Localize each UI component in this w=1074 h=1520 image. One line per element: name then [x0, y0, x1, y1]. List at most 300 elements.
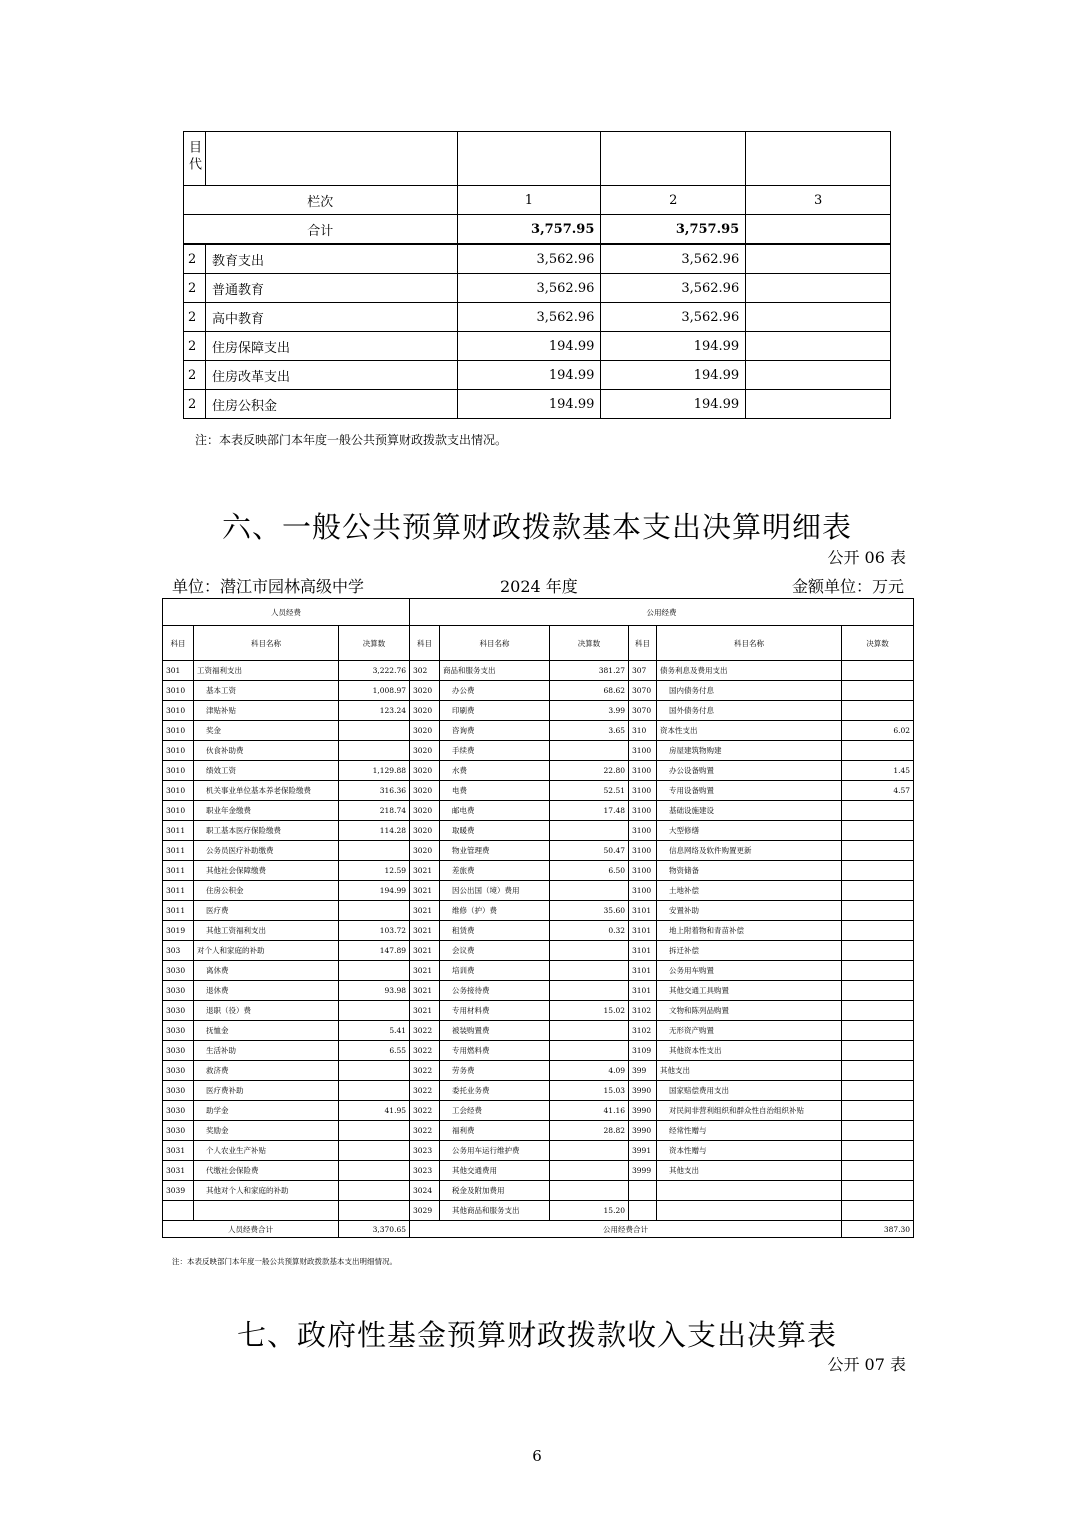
cell-amount: [339, 1161, 410, 1181]
cell-code: 3109: [629, 1041, 657, 1061]
cell-code: 3102: [629, 1021, 657, 1041]
cell-amount: [842, 921, 914, 941]
cell-code: 3100: [629, 861, 657, 881]
table-row: [184, 274, 891, 303]
cell-code: 3022: [410, 1041, 440, 1061]
cell-code: 3031: [163, 1161, 194, 1181]
cell-code: 3102: [629, 1001, 657, 1021]
cell-name: 专用材料费: [440, 1001, 550, 1021]
cell-amount: [842, 981, 914, 1001]
cell-code: 3021: [410, 881, 440, 901]
cell-c2: 3,562.96: [601, 303, 746, 332]
cell-name: 水费: [440, 761, 550, 781]
cell-name: 办公设备购置: [657, 761, 842, 781]
table-row: [163, 1061, 914, 1081]
cell-c2: 194.99: [601, 390, 746, 419]
table-row: [163, 1001, 914, 1021]
cell-amount: [842, 1141, 914, 1161]
cell-code: 3101: [629, 961, 657, 981]
cell-amount: 114.28: [339, 821, 410, 841]
cell-name: 伙食补助费: [194, 741, 339, 761]
cell-c1: 3,562.96: [457, 303, 601, 332]
cell-amount: 3.99: [550, 701, 629, 721]
cell-name: [657, 1181, 842, 1201]
cell-code: 3010: [163, 741, 194, 761]
cell-code: 3039: [163, 1181, 194, 1201]
personnel-total-label: 人员经费合计: [163, 1221, 339, 1238]
cell-name: 物业管理费: [440, 841, 550, 861]
table-row: [184, 332, 891, 361]
cell-code: 3021: [410, 861, 440, 881]
table-6-note: 注：本表反映部门本年度一般公共预算财政拨款基本支出明细情况。: [172, 1257, 397, 1266]
cell-name: 对民间非营利组织和群众性自治组织补贴: [657, 1101, 842, 1121]
cell-name: 培训费: [440, 961, 550, 981]
cell-amount: 3.65: [550, 721, 629, 741]
cell-code: 3010: [163, 701, 194, 721]
cell-name: 取暖费: [440, 821, 550, 841]
cell-code: 3021: [410, 941, 440, 961]
cell-amount: 4.09: [550, 1061, 629, 1081]
cell-name: 对个人和家庭的补助: [194, 941, 339, 961]
cell-name: 职工基本医疗保险缴费: [194, 821, 339, 841]
cell-amount: [339, 901, 410, 921]
cell-code: 399: [629, 1061, 657, 1081]
cell-code: 3990: [629, 1121, 657, 1141]
cell-name: 因公出国（境）费用: [440, 881, 550, 901]
table-row: [163, 1181, 914, 1201]
cell-code: 2: [184, 332, 206, 361]
cell-name: 绩效工资: [194, 761, 339, 781]
cell-amount: [550, 1141, 629, 1161]
cell-amount: 381.27: [550, 661, 629, 681]
cell-amount: 41.95: [339, 1101, 410, 1121]
cell-name: 住房公积金: [194, 881, 339, 901]
cell-name: 住房保障支出: [205, 332, 457, 361]
cell-name: 大型修缮: [657, 821, 842, 841]
cell-code: 2: [184, 303, 206, 332]
table-row: [163, 741, 914, 761]
cell-name: 公务员医疗补助缴费: [194, 841, 339, 861]
cell-name: 邮电费: [440, 801, 550, 821]
cell-amount: [842, 1181, 914, 1201]
cell-name: 其他支出: [657, 1061, 842, 1081]
cell-amount: [842, 901, 914, 921]
table-row: [163, 921, 914, 941]
table-row: [163, 1201, 914, 1221]
cell-name: 资本性支出: [657, 721, 842, 741]
cell-name: 被装购置费: [440, 1021, 550, 1041]
cell-amount: [339, 1001, 410, 1021]
cell-code: 3010: [163, 681, 194, 701]
cell-amount: 0.32: [550, 921, 629, 941]
cell-amount: [842, 821, 914, 841]
cell-code: 3030: [163, 981, 194, 1001]
cell-code: 3011: [163, 821, 194, 841]
cell-amount: 194.99: [339, 881, 410, 901]
section-7-title: 七、政府性基金预算财政拨款收入支出决算表: [236, 1318, 837, 1352]
cell-amount: 6.50: [550, 861, 629, 881]
cell-code: 3021: [410, 921, 440, 941]
cell-code: 3021: [410, 1001, 440, 1021]
cell-name: 拆迁补偿: [657, 941, 842, 961]
cell-code: 3100: [629, 821, 657, 841]
col-amount-header: 决算数: [550, 626, 629, 661]
cell-code: 3030: [163, 1081, 194, 1101]
cell-code: 2: [184, 390, 206, 419]
cell-code: 301: [163, 661, 194, 681]
cell-code: 3022: [410, 1121, 440, 1141]
cell-code: 3101: [629, 921, 657, 941]
cell-amount: [550, 981, 629, 1001]
cell-amount: [842, 1001, 914, 1021]
cell-amount: 5.41: [339, 1021, 410, 1041]
cell-name: 办公费: [440, 681, 550, 701]
cell-amount: 17.48: [550, 801, 629, 821]
cell-amount: [842, 941, 914, 961]
cell-name: 其他交通工具购置: [657, 981, 842, 1001]
cell-name: 福利费: [440, 1121, 550, 1141]
cell-name: 专用设备购置: [657, 781, 842, 801]
cell-amount: [550, 941, 629, 961]
cell-amount: 3,222.76: [339, 661, 410, 681]
cell-name: 职业年金缴费: [194, 801, 339, 821]
cell-code: 3023: [410, 1141, 440, 1161]
cell-code: 3070: [629, 701, 657, 721]
cell-code: 3020: [410, 701, 440, 721]
total-label: 合计: [184, 215, 458, 245]
cell-name: 其他商品和服务支出: [440, 1201, 550, 1221]
cell-amount: 218.74: [339, 801, 410, 821]
cell-name: 教育支出: [205, 244, 457, 274]
cell-amount: [550, 1161, 629, 1181]
cell-code: 3100: [629, 761, 657, 781]
column-number: 2: [601, 186, 746, 215]
cell-amount: 147.89: [339, 941, 410, 961]
cell-name: 高中教育: [205, 303, 457, 332]
cell-amount: [339, 841, 410, 861]
cell-name: 印刷费: [440, 701, 550, 721]
cell-name: 退休费: [194, 981, 339, 1001]
cell-code: 2: [184, 361, 206, 390]
cell-code: 3011: [163, 901, 194, 921]
cell-name: 公务用车运行维护费: [440, 1141, 550, 1161]
cell-code: 3020: [410, 721, 440, 741]
cell-code: 2: [184, 244, 206, 274]
public-total-label: 公用经费合计: [410, 1221, 842, 1238]
cell-code: 3020: [410, 741, 440, 761]
cell-code: 3999: [629, 1161, 657, 1181]
cell-amount: 68.62: [550, 681, 629, 701]
total-row: [184, 215, 891, 245]
cell-name: 其他交通费用: [440, 1161, 550, 1181]
col-code-header: 科目: [410, 626, 440, 661]
cell-name: 奖励金: [194, 1121, 339, 1141]
cell-amount: 1,008.97: [339, 681, 410, 701]
cell-code: 3021: [410, 901, 440, 921]
cell-amount: [842, 801, 914, 821]
cell-name: 维修（护）费: [440, 901, 550, 921]
cell-amount: 12.59: [339, 861, 410, 881]
cell-c1: 194.99: [457, 390, 601, 419]
cell-name: 国家赔偿费用支出: [657, 1081, 842, 1101]
cell-name: 生活补助: [194, 1041, 339, 1061]
cell-name: 经常性赠与: [657, 1121, 842, 1141]
column-number: 3: [746, 186, 891, 215]
cell-amount: 15.02: [550, 1001, 629, 1021]
table-row: [163, 721, 914, 741]
cell-name: 安置补助: [657, 901, 842, 921]
cell-name: 地上附着物和青苗补偿: [657, 921, 842, 941]
cell-name: 其他对个人和家庭的补助: [194, 1181, 339, 1201]
cell-name: 个人农业生产补贴: [194, 1141, 339, 1161]
cell-code: [629, 1201, 657, 1221]
cell-name: 工资福利支出: [194, 661, 339, 681]
table-row: [163, 1021, 914, 1041]
cell-code: 3100: [629, 781, 657, 801]
total-value: 3,757.95: [601, 215, 746, 245]
cell-code: 3990: [629, 1101, 657, 1121]
cell-code: 3022: [410, 1021, 440, 1041]
cell-code: 3030: [163, 1001, 194, 1021]
cell-c1: 3,562.96: [457, 244, 601, 274]
col-code-header: 科目: [163, 626, 194, 661]
cell-amount: [842, 661, 914, 681]
cell-amount: [842, 841, 914, 861]
col-code-header: 科目: [629, 626, 657, 661]
cell-amount: [842, 1061, 914, 1081]
cell-name: 代缴社会保险费: [194, 1161, 339, 1181]
cell-code: 3020: [410, 801, 440, 821]
cell-code: 3011: [163, 861, 194, 881]
cell-code: 3019: [163, 921, 194, 941]
cell-amount: 50.47: [550, 841, 629, 861]
table-row: [163, 941, 914, 961]
col-amount-header: 决算数: [339, 626, 410, 661]
cell-c3: [746, 303, 891, 332]
cell-code: 3030: [163, 1061, 194, 1081]
cell-c1: 194.99: [457, 361, 601, 390]
cell-name: 机关事业单位基本养老保险缴费: [194, 781, 339, 801]
cell-amount: [550, 1041, 629, 1061]
cell-name: 抚恤金: [194, 1021, 339, 1041]
cell-amount: 35.60: [550, 901, 629, 921]
cell-amount: [842, 1121, 914, 1141]
cell-amount: 22.80: [550, 761, 629, 781]
vertical-header-cell: [184, 132, 206, 186]
public-total-value: 387.30: [842, 1221, 914, 1238]
cell-c3: [746, 390, 891, 419]
cell-code: 310: [629, 721, 657, 741]
cell-name: 差旅费: [440, 861, 550, 881]
cell-name: 信息网络及软件购置更新: [657, 841, 842, 861]
cell-name: 无形资产购置: [657, 1021, 842, 1041]
cell-name: 助学金: [194, 1101, 339, 1121]
cell-name: 其他工资福利支出: [194, 921, 339, 941]
vertical-header-text: 目代: [186, 139, 201, 174]
cell-code: 3991: [629, 1141, 657, 1161]
unit-label: 单位：潜江市园林高级中学: [172, 577, 365, 596]
cell-name: 劳务费: [440, 1061, 550, 1081]
column-number: 1: [457, 186, 601, 215]
cell-amount: 41.16: [550, 1101, 629, 1121]
col-name-header: 科目名称: [657, 626, 842, 661]
cell-c1: 3,562.96: [457, 274, 601, 303]
cell-code: 3010: [163, 721, 194, 741]
cell-amount: [339, 961, 410, 981]
table-row: [163, 681, 914, 701]
cell-amount: 1.45: [842, 761, 914, 781]
cell-code: 3100: [629, 741, 657, 761]
table-row: [163, 861, 914, 881]
cell-name: 住房公积金: [205, 390, 457, 419]
table-5-continued: [183, 131, 891, 419]
cell-c3: [746, 332, 891, 361]
total-value: 3,757.95: [457, 215, 601, 245]
table-row: [163, 821, 914, 841]
cell-code: 3020: [410, 821, 440, 841]
cell-code: 3022: [410, 1061, 440, 1081]
cell-name: 资本性赠与: [657, 1141, 842, 1161]
cell-name: 国外债务付息: [657, 701, 842, 721]
cell-name: 会议费: [440, 941, 550, 961]
cell-code: 3021: [410, 961, 440, 981]
table-5-note: 注：本表反映部门本年度一般公共预算财政拨款支出情况。: [195, 433, 508, 447]
cell-name: 物资储备: [657, 861, 842, 881]
section-7-table-code: 公开 07 表: [827, 1355, 906, 1374]
cell-code: 3010: [163, 801, 194, 821]
year-label: 2024 年度: [500, 577, 578, 596]
cell-code: 3011: [163, 881, 194, 901]
cell-name: 医疗费: [194, 901, 339, 921]
cell-amount: [842, 961, 914, 981]
cell-code: 3030: [163, 1121, 194, 1141]
col-amount-header: 决算数: [842, 626, 914, 661]
cell-amount: 316.36: [339, 781, 410, 801]
cell-code: 3010: [163, 761, 194, 781]
table-row: [163, 901, 914, 921]
cell-amount: [842, 1021, 914, 1041]
table-row: [163, 1101, 914, 1121]
cell-code: 3100: [629, 801, 657, 821]
group-personnel-header: 人员经费: [163, 599, 410, 626]
cell-amount: [550, 961, 629, 981]
cell-code: 3100: [629, 881, 657, 901]
column-number-label: 栏次: [184, 186, 458, 215]
cell-name: 房屋建筑物购建: [657, 741, 842, 761]
cell-amount: 103.72: [339, 921, 410, 941]
cell-code: 3990: [629, 1081, 657, 1101]
cell-amount: [339, 1061, 410, 1081]
cell-name: 土地补偿: [657, 881, 842, 901]
cell-name: 委托业务费: [440, 1081, 550, 1101]
cell-c3: [746, 361, 891, 390]
table-row: [163, 961, 914, 981]
cell-amount: [550, 1181, 629, 1201]
cell-c3: [746, 244, 891, 274]
cell-code: 3020: [410, 681, 440, 701]
cell-name: 津贴补贴: [194, 701, 339, 721]
table-row: [163, 781, 914, 801]
cell-amount: 1,129.88: [339, 761, 410, 781]
cell-name: 文物和陈列品购置: [657, 1001, 842, 1021]
cell-code: 3030: [163, 1041, 194, 1061]
totals-row: [163, 1221, 914, 1238]
cell-code: 3020: [410, 841, 440, 861]
cell-amount: [550, 821, 629, 841]
total-value: [746, 215, 891, 245]
cell-name: 工会经费: [440, 1101, 550, 1121]
table-row: [163, 1161, 914, 1181]
cell-code: 3030: [163, 1101, 194, 1121]
cell-code: 3101: [629, 981, 657, 1001]
cell-name: 手续费: [440, 741, 550, 761]
cell-code: 3070: [629, 681, 657, 701]
table-row: [184, 390, 891, 419]
cell-code: 3024: [410, 1181, 440, 1201]
col-name-header: 科目名称: [194, 626, 339, 661]
cell-amount: [842, 741, 914, 761]
table-row: [184, 361, 891, 390]
cell-name: 其他支出: [657, 1161, 842, 1181]
cell-code: 302: [410, 661, 440, 681]
table-row: [163, 801, 914, 821]
cell-amount: [842, 701, 914, 721]
cell-code: [629, 1181, 657, 1201]
cell-amount: 6.02: [842, 721, 914, 741]
cell-code: 3101: [629, 941, 657, 961]
cell-name: 公务接待费: [440, 981, 550, 1001]
cell-name: 基础设施建设: [657, 801, 842, 821]
table-row: [163, 761, 914, 781]
cell-amount: 6.55: [339, 1041, 410, 1061]
cell-amount: [550, 741, 629, 761]
table-row: [163, 1121, 914, 1141]
table-row: [163, 881, 914, 901]
cell-code: 3010: [163, 781, 194, 801]
cell-amount: 15.03: [550, 1081, 629, 1101]
cell-name: 国内债务付息: [657, 681, 842, 701]
cell-amount: [842, 1041, 914, 1061]
cell-amount: [842, 1161, 914, 1181]
cell-code: 3030: [163, 961, 194, 981]
cell-amount: [339, 1121, 410, 1141]
cell-name: 离休费: [194, 961, 339, 981]
cell-code: 3101: [629, 901, 657, 921]
col-name-header: 科目名称: [440, 626, 550, 661]
cell-c2: 3,562.96: [601, 244, 746, 274]
table-row: [184, 244, 891, 274]
cell-amount: [339, 1141, 410, 1161]
cell-code: 3020: [410, 781, 440, 801]
cell-code: 2: [184, 274, 206, 303]
page-number: 6: [532, 1447, 542, 1465]
cell-amount: 28.82: [550, 1121, 629, 1141]
table-row: [184, 303, 891, 332]
cell-code: 3100: [629, 841, 657, 861]
cell-code: 3030: [163, 1021, 194, 1041]
cell-c3: [746, 274, 891, 303]
cell-amount: [842, 1081, 914, 1101]
table-row: [163, 981, 914, 1001]
cell-c1: 194.99: [457, 332, 601, 361]
cell-amount: [339, 721, 410, 741]
cell-amount: 15.20: [550, 1201, 629, 1221]
table-row: [163, 1081, 914, 1101]
cell-amount: [842, 881, 914, 901]
cell-name: 基本工资: [194, 681, 339, 701]
cell-name: 专用燃料费: [440, 1041, 550, 1061]
cell-code: 3022: [410, 1081, 440, 1101]
